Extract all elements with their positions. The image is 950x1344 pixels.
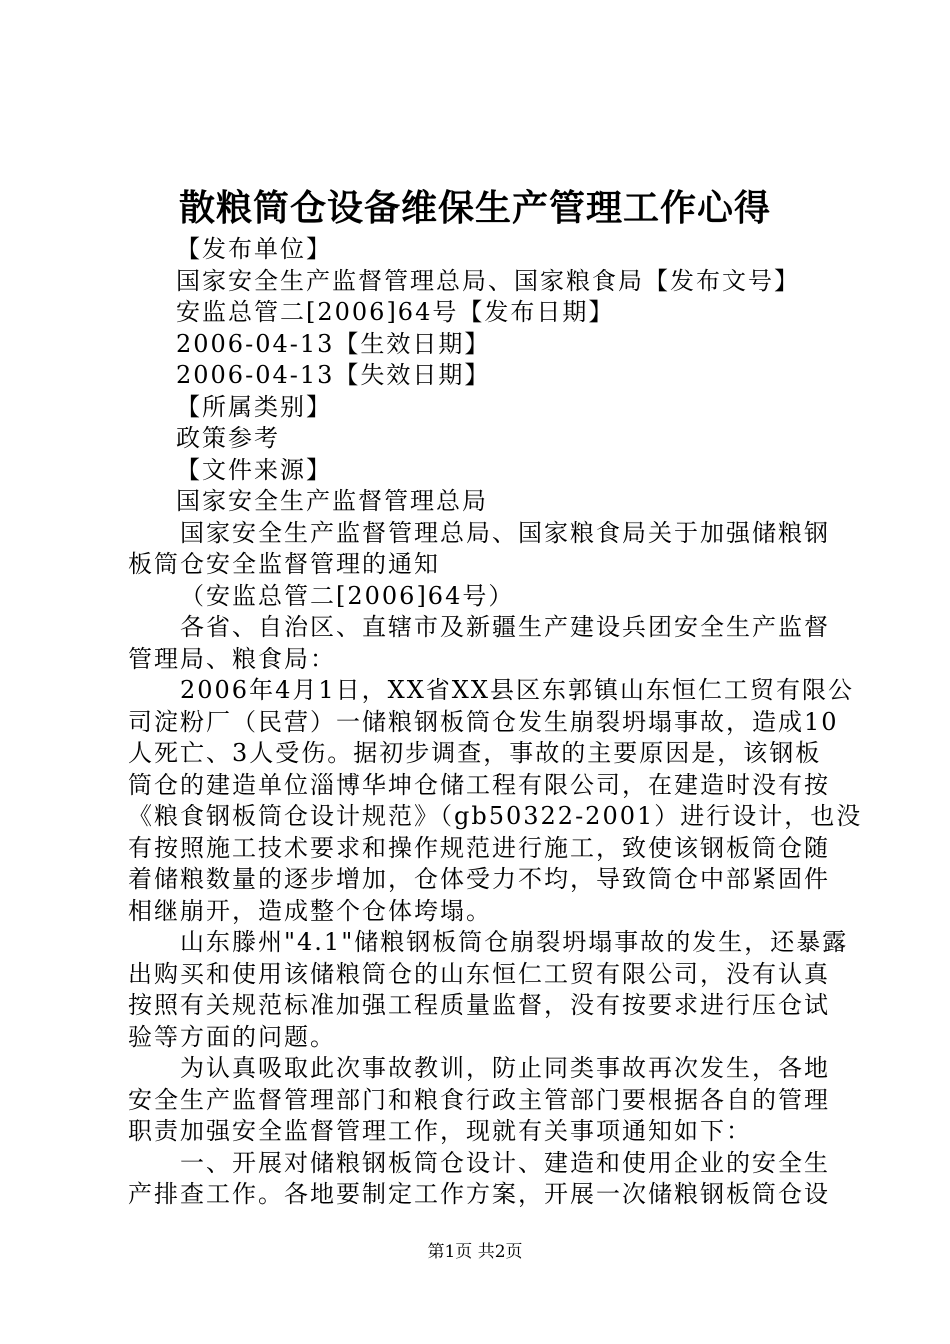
body-paragraph — [128, 1053, 832, 1148]
paragraph-line: 验等方面的问题。 — [128, 1022, 336, 1051]
paragraph-line: 安全生产监督管理部门和粮食行政主管部门要根据各自的管理 — [128, 1085, 830, 1114]
paragraph-line: 板筒仓安全监督管理的通知 — [128, 550, 440, 578]
paragraph-line: （安监总管二[2006]64号） — [180, 581, 515, 610]
paragraph-line: 各省、自治区、直辖市及新疆生产建设兵团安全生产监督 — [180, 613, 830, 641]
meta-line: 国家安全生产监督管理总局、国家粮食局【发布文号】 — [176, 266, 800, 295]
paragraph-line: 筒仓的建造单位淄博华坤仓储工程有限公司，在建造时没有按 — [128, 770, 830, 799]
paragraph-line: 山东滕州"4.1"储粮钢板筒仓崩裂坍塌事故的发生，还暴露 — [180, 928, 849, 956]
meta-line: 2006-04-13【失效日期】 — [176, 361, 491, 389]
meta-line: 【文件来源】 — [176, 455, 332, 484]
body-paragraph — [128, 612, 832, 675]
body-paragraph — [128, 518, 832, 581]
body-paragraph — [128, 927, 849, 1053]
page-footer: 第1页 共2页 — [427, 1242, 523, 1262]
document-body — [128, 234, 863, 1211]
meta-line: 政策参考 — [176, 424, 280, 452]
body-paragraph — [128, 675, 863, 927]
paragraph-line: 着储粮数量的逐步增加，仓体受力不均，导致筒仓中部紧固件 — [128, 865, 830, 893]
paragraph-line: 人死亡、3人受伤。据初步调查，事故的主要原因是，该钢板 — [128, 739, 822, 767]
meta-line: 2006-04-13【生效日期】 — [176, 329, 491, 358]
paragraph-line: 《粮食钢板筒仓设计规范》（gb50322-2001）进行设计，也没 — [128, 802, 863, 830]
paragraph-line: 国家安全生产监督管理总局、国家粮食局关于加强储粮钢 — [180, 518, 830, 547]
body-paragraph — [128, 581, 832, 613]
meta-line: 【所属类别】 — [176, 392, 332, 421]
paragraph-line: 职责加强安全监督管理工作，现就有关事项通知如下： — [128, 1117, 752, 1145]
paragraph-line: 有按照施工技术要求和操作规范进行施工，致使该钢板筒仓随 — [128, 833, 830, 862]
meta-line: 安监总管二[2006]64号【发布日期】 — [176, 298, 615, 326]
paragraph-line: 一、开展对储粮钢板筒仓设计、建造和使用企业的安全生 — [180, 1148, 830, 1177]
paragraph-line: 相继崩开，造成整个仓体垮塌。 — [128, 896, 492, 925]
meta-line: 国家安全生产监督管理总局 — [176, 487, 488, 515]
paragraph-line: 管理局、粮食局： — [128, 644, 336, 673]
body-paragraph — [128, 1148, 832, 1211]
paragraph-line: 出购买和使用该储粮筒仓的山东恒仁工贸有限公司，没有认真 — [128, 959, 830, 988]
paragraph-line: 司淀粉厂（民营）一储粮钢板筒仓发生崩裂坍塌事故，造成10 — [128, 707, 839, 736]
meta-line: 【发布单位】 — [176, 235, 332, 263]
paragraph-line: 2006年4月1日，XX省XX县区东郭镇山东恒仁工贸有限公 — [180, 676, 854, 704]
paragraph-line: 产排查工作。各地要制定工作方案，开展一次储粮钢板筒仓设 — [128, 1180, 830, 1208]
document-title: 散粮筒仓设备维保生产管理工作心得 — [178, 187, 771, 229]
paragraph-line: 按照有关规范标准加强工程质量监督，没有按要求进行压仓试 — [128, 991, 830, 1019]
paragraph-line: 为认真吸取此次事故教训，防止同类事故再次发生，各地 — [180, 1054, 830, 1082]
